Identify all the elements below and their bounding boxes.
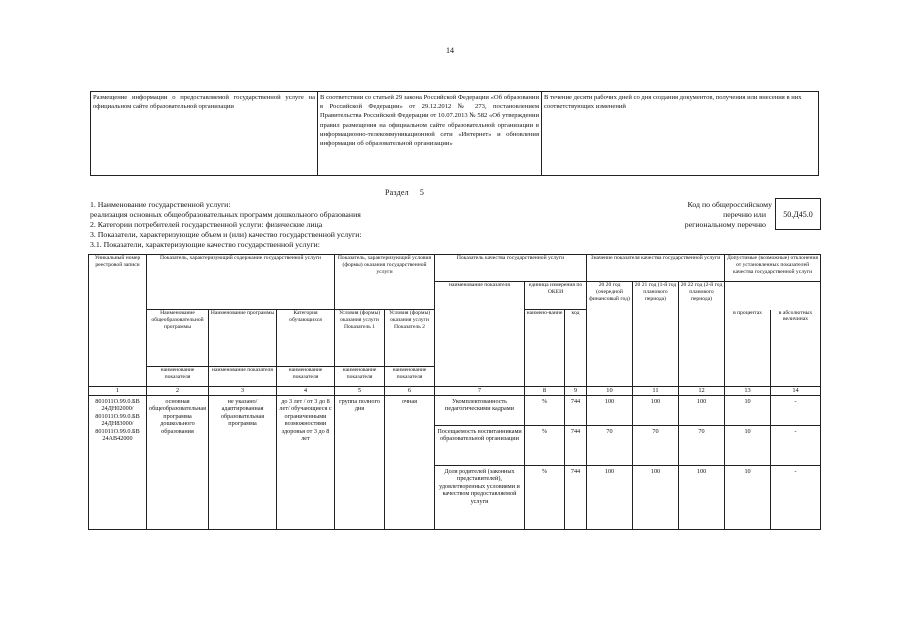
condition1-cell: группа полного дня <box>335 396 385 530</box>
registry-number-cell: 801011О.99.0.БВ 24ДН02000/ 801011О.99.0.БВ 24ДН83000/ 801011О.99.0.БВ 24АВ42000 <box>89 396 147 530</box>
code-label-line3: региональному перечню <box>684 220 766 229</box>
value-year3-cell: 70 <box>679 426 725 466</box>
content-header: Показатель, характеризующий содержание государственной услуги <box>147 255 335 282</box>
section-heading <box>385 188 424 197</box>
column-number: 8 <box>525 387 565 396</box>
unit-cell: % <box>525 396 565 426</box>
student-category-cell: до 3 лет / от 3 до 8 лет/ обучающиеся с ограниченными возможностями здоровья от 3 до 8 лет <box>277 396 335 530</box>
indicators-heading: 3. Показатели, характеризующие объем и (или) качество государственной услуги: <box>90 230 362 239</box>
conditions-header: Показатель, характеризующий условия (формы) оказания государственной услуги <box>335 255 435 282</box>
section-number: 5 <box>419 188 425 197</box>
value-year1-cell: 70 <box>587 426 633 466</box>
deviation-header: Допустимые (возможные) отклонения от установленных показателей качества государственной услуги <box>725 255 821 282</box>
condition1-header: Условия (формы) оказания услуги Показатель 1 <box>335 310 385 367</box>
quality-header: Показатель качества государственной услуги <box>435 255 587 282</box>
deviation-absolute-cell: - <box>771 466 821 530</box>
column-number: 11 <box>633 387 679 396</box>
unit-cell: % <box>525 466 565 530</box>
column-number: 9 <box>565 387 587 396</box>
value-year2-cell: 100 <box>633 396 679 426</box>
year3-header: 20 22 год (2-й год планового периода) <box>679 282 725 367</box>
registry-code-box: 50.Д45.0 <box>775 198 821 230</box>
year2-header: 20 21 год (1-й год планового периода) <box>633 282 679 367</box>
quality-indicators-heading: 3.1. Показатели, характеризующие качество государственной услуги: <box>90 240 320 249</box>
header-row <box>89 282 821 310</box>
program-name-header: Наименование программы <box>209 310 277 367</box>
indicator-name-subheader: наименование показателя <box>277 367 335 387</box>
condition2-cell: очная <box>385 396 435 530</box>
deviation-absolute-cell: - <box>771 396 821 426</box>
service-name-label: 1. Наименование государственной услуги: <box>90 200 231 209</box>
column-number: 10 <box>587 387 633 396</box>
table-row <box>91 92 819 176</box>
student-category-header: Категория обучающихся <box>277 310 335 367</box>
column-number-row <box>89 387 821 396</box>
table-row <box>89 396 821 426</box>
indicator-name-header: наименование показателя <box>435 282 525 387</box>
code-label-line2: перечню или <box>723 210 766 219</box>
placement-basis-cell: В соответствии со статьей 29 закона Российской Федерации «Об образовании в Российской Федерации» от 29.12.2012 № 273, постановлением Правительства Российской Федерации от 10.07.2013 № 582 «Об утверждении правил размещения на официальном сайте образовательной организации в информационно-телекоммуникационной сети «Интернет» и обновления информации об образовательной организации» <box>318 92 542 176</box>
indicator-cell: Укомплектованность педагогическими кадрами <box>435 396 525 426</box>
indicator-name-subheader: наименование показателя <box>209 367 277 387</box>
service-name-value: реализация основных общеобразовательных программ дошкольного образования <box>90 210 361 219</box>
indicator-name-subheader: наименование показателя <box>335 367 385 387</box>
column-number: 2 <box>147 387 209 396</box>
column-number: 4 <box>277 387 335 396</box>
year1-header: 20 20 год (очередной финансовый год) <box>587 282 633 367</box>
unit-code-cell: 744 <box>565 466 587 530</box>
column-number: 1 <box>89 387 147 396</box>
value-year3-cell: 100 <box>679 396 725 426</box>
deviation-percent-cell: 10 <box>725 466 771 530</box>
page-number: 14 <box>446 46 454 55</box>
value-year2-cell: 70 <box>633 426 679 466</box>
placement-method-cell: Размещение информации о предоставляемой государственной услуге на официальном сайте образовательной организации <box>91 92 318 176</box>
column-number: 13 <box>725 387 771 396</box>
indicator-cell: Посещаемость воспитанниками образовательной организации <box>435 426 525 466</box>
info-placement-table <box>90 91 819 176</box>
values-header: Значение показателя качества государственной услуги <box>587 255 725 282</box>
deviation-percent-cell: 10 <box>725 426 771 466</box>
value-year1-cell: 100 <box>587 396 633 426</box>
program-type-header: Наименование общеобразовательной программы <box>147 310 209 367</box>
value-year1-cell: 100 <box>587 466 633 530</box>
deviation-percent-cell: 10 <box>725 396 771 426</box>
indicator-name-subheader: наименование показателя <box>147 367 209 387</box>
unit-code-cell: 744 <box>565 426 587 466</box>
program-type-cell: основная общеобразовательная программа дошкольного образования <box>147 396 209 530</box>
program-name-cell: не указано/ адаптированная образовательная программа <box>209 396 277 530</box>
column-number: 14 <box>771 387 821 396</box>
unit-header: единица измерения по ОКЕИ <box>525 282 587 310</box>
column-number: 5 <box>335 387 385 396</box>
deviation-absolute-header: в абсолютных величинах <box>771 310 821 387</box>
section-label: Раздел <box>385 188 409 197</box>
unit-cell: % <box>525 426 565 466</box>
deviation-absolute-cell: - <box>771 426 821 466</box>
unit-code-cell: 744 <box>565 396 587 426</box>
column-number: 12 <box>679 387 725 396</box>
condition2-header: Условия (формы) оказания услуги Показатель 2 <box>385 310 435 367</box>
quality-indicators-table <box>88 254 821 530</box>
column-number: 6 <box>385 387 435 396</box>
value-year3-cell: 100 <box>679 466 725 530</box>
consumer-categories: 2. Категории потребителей государственной услуги: физические лица <box>90 220 323 229</box>
unique-number-header: Уникальный номер реестровой записи <box>89 255 147 387</box>
placement-frequency-cell: В течение десяти рабочих дней со дня создания документов, получения или внесения в них соответствующих изменений <box>542 92 819 176</box>
column-number: 7 <box>435 387 525 396</box>
unit-name-header: наимено-вание <box>525 310 565 387</box>
code-label-line1: Код по общероссийскому <box>687 200 772 209</box>
deviation-percent-header: в процентах <box>725 310 771 387</box>
indicator-name-subheader: наименование показателя <box>385 367 435 387</box>
value-year2-cell: 100 <box>633 466 679 530</box>
unit-code-header: код <box>565 310 587 387</box>
header-row <box>89 255 821 282</box>
column-number: 3 <box>209 387 277 396</box>
indicator-cell: Доля родителей (законных представителей), удовлетворенных условиями и качеством предоставляемой услуги <box>435 466 525 530</box>
